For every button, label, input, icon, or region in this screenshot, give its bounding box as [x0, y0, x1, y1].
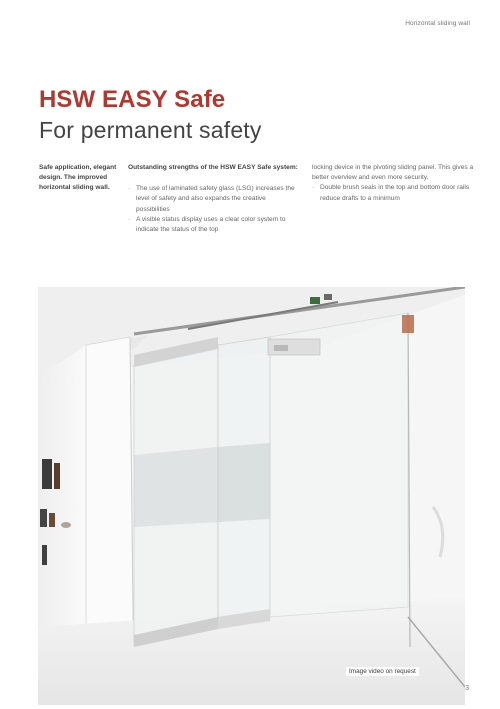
list-item: · A visible status display uses a clear color system to indicate the status of the top: [128, 215, 298, 235]
page-number: 3: [465, 685, 469, 692]
running-head: Horizontal sliding wall: [405, 20, 470, 27]
product-photo: [38, 287, 465, 705]
strengths-continuation: locking device in the pivoting sliding panel. This gives a better overview and even more security.: [312, 164, 474, 182]
list-item: · Double brush seals in the top and bottom door rails reduce drafts to a minimum: [312, 183, 482, 203]
strengths-list-continued: [312, 183, 482, 203]
strengths-column-continued: [312, 163, 482, 204]
page-title: HSW EASY Safe: [39, 86, 226, 113]
strengths-column: [128, 163, 298, 235]
strengths-heading: Outstanding strengths of the HSW EASY Safe system:: [128, 164, 298, 171]
strengths-list: [128, 184, 298, 235]
intro-text: Safe application, elegant design. The improved horizontal sliding wall.: [39, 164, 117, 192]
page-subtitle: For permanent safety: [39, 117, 262, 143]
image-caption: Image video on request: [346, 667, 419, 676]
list-item: · The use of laminated safety glass (LSG) increases the level of safety and also expands the creative possibilities: [128, 184, 298, 215]
